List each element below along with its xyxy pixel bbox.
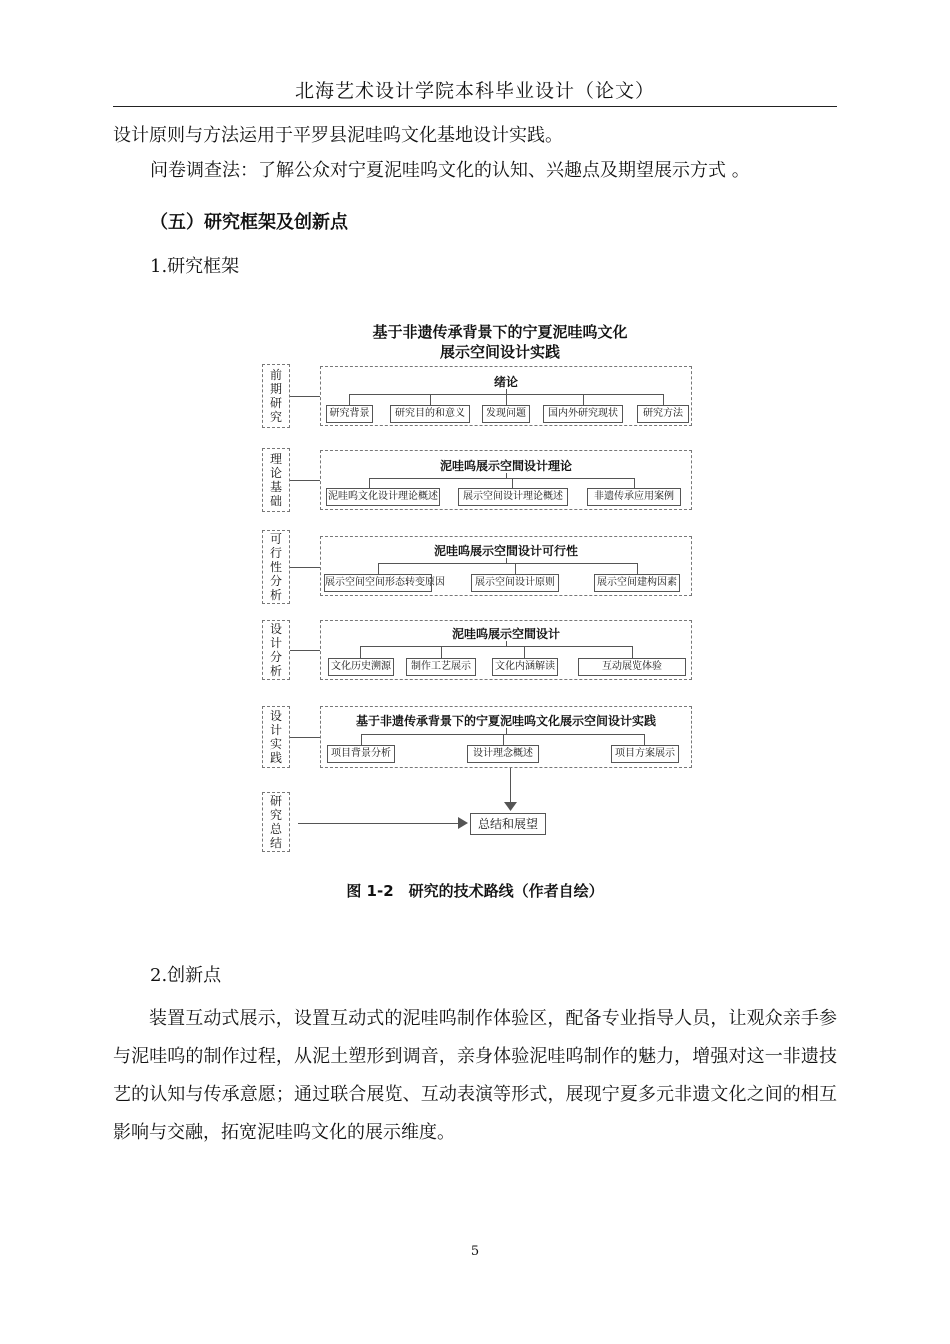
group-title: 基于非遗传承背景下的宁夏泥哇呜文化展示空间设计实践 (355, 714, 656, 728)
connector (503, 734, 504, 745)
connector (524, 646, 525, 658)
subheading-framework: 1.研究框架 (150, 256, 240, 277)
group-title: 泥哇呜展示空間设计 (451, 627, 560, 641)
subheading-innovation: 2.创新点 (150, 965, 222, 986)
innovation-paragraph: 装置互动式展示，设置互动式的泥哇呜制作体验区，配备专业指导人员，让观众亲手参与泥哇呜的制作过程，从泥土塑形到调音，亲身体验泥哇呜制作的魅力，增强对这一非遗技艺的认知与传承意愿；通过联合展览、互动表演等形式，展现宁夏多元非遗文化之间的相互影响与交融，拓宽泥哇呜文化的展示维度。 (113, 1008, 837, 1143)
connector (290, 737, 320, 738)
connector (369, 478, 634, 479)
item-box: 制作工艺展示 (406, 658, 476, 676)
item-box: 展示空间空间形态转变原因 (324, 574, 432, 592)
section-heading: （五）研究框架及创新点 (150, 212, 348, 233)
item-box: 国内外研究现状 (543, 405, 623, 423)
stage-label-design-analysis: 设计分析 (262, 620, 290, 680)
stage-label-summary: 研究总结 (262, 792, 290, 852)
group-title: 泥哇呜展示空間设计理论 (439, 459, 572, 473)
connector (632, 646, 633, 658)
connector (515, 563, 516, 574)
page-header-title: 北海艺术设计学院本科毕业设计（论文） (294, 80, 655, 102)
connector (510, 768, 511, 806)
item-box: 项目方案展示 (611, 745, 679, 763)
item-box: 设计理念概述 (467, 745, 539, 763)
connector (644, 734, 645, 745)
item-box: 研究目的和意义 (390, 405, 470, 423)
item-box: 文化历史溯源 (328, 658, 394, 676)
connector (378, 563, 379, 574)
connector (290, 396, 320, 397)
connector (430, 394, 431, 405)
connector (378, 563, 637, 564)
connector (506, 394, 507, 405)
diagram-title-line-2: 展示空间设计实践 (439, 343, 560, 361)
connector (663, 394, 664, 405)
connector (298, 823, 460, 824)
page-number: 5 (470, 1244, 480, 1259)
item-box: 展示空间设计原则 (471, 574, 559, 592)
item-box: 互动展览体验 (578, 658, 686, 676)
stage-label-feasibility: 可行性分析 (262, 530, 290, 604)
connector (290, 480, 320, 481)
item-box: 展示空间设计理论概述 (458, 488, 568, 506)
item-box: 泥哇呜文化设计理论概述 (326, 488, 440, 506)
connector (361, 734, 362, 745)
connector (360, 646, 632, 647)
connector (512, 478, 513, 488)
connector (290, 567, 320, 568)
group-title: 绪论 (493, 375, 518, 389)
connector (369, 478, 370, 488)
connector (441, 646, 442, 658)
item-box: 项目背景分析 (327, 745, 395, 763)
arrow-down-icon (504, 802, 517, 812)
item-box: 发现问题 (482, 405, 530, 423)
connector (290, 650, 320, 651)
item-box: 研究背景 (326, 405, 373, 423)
figure-caption: 图 1-2 研究的技术路线（作者自绘） (346, 882, 604, 900)
group-title: 泥哇呜展示空間设计可行性 (433, 544, 578, 558)
intro-line-2: 问卷调查法：了解公众对宁夏泥哇呜文化的认知、兴趣点及期望展示方式 。 (150, 160, 750, 181)
item-box: 研究方法 (637, 405, 689, 423)
intro-line-1: 设计原则与方法运用于平罗县泥哇呜文化基地设计实践。 (113, 125, 563, 146)
item-box: 展示空间建构因素 (594, 574, 680, 592)
connector (360, 646, 361, 658)
stage-label-preliminary: 前期研究 (262, 364, 290, 428)
stage-label-theory: 理论基础 (262, 448, 290, 512)
item-box: 非遗传承应用案例 (587, 488, 681, 506)
final-box: 总结和展望 (470, 813, 546, 835)
diagram-title-line-1: 基于非遗传承背景下的宁夏泥哇呜文化 (372, 323, 628, 341)
connector (349, 394, 350, 405)
connector (634, 478, 635, 488)
stage-label-design-practice: 设计实践 (262, 706, 290, 768)
item-box: 文化内涵解读 (492, 658, 558, 676)
arrow-right-icon (458, 817, 469, 830)
connector (583, 394, 584, 405)
connector (637, 563, 638, 574)
